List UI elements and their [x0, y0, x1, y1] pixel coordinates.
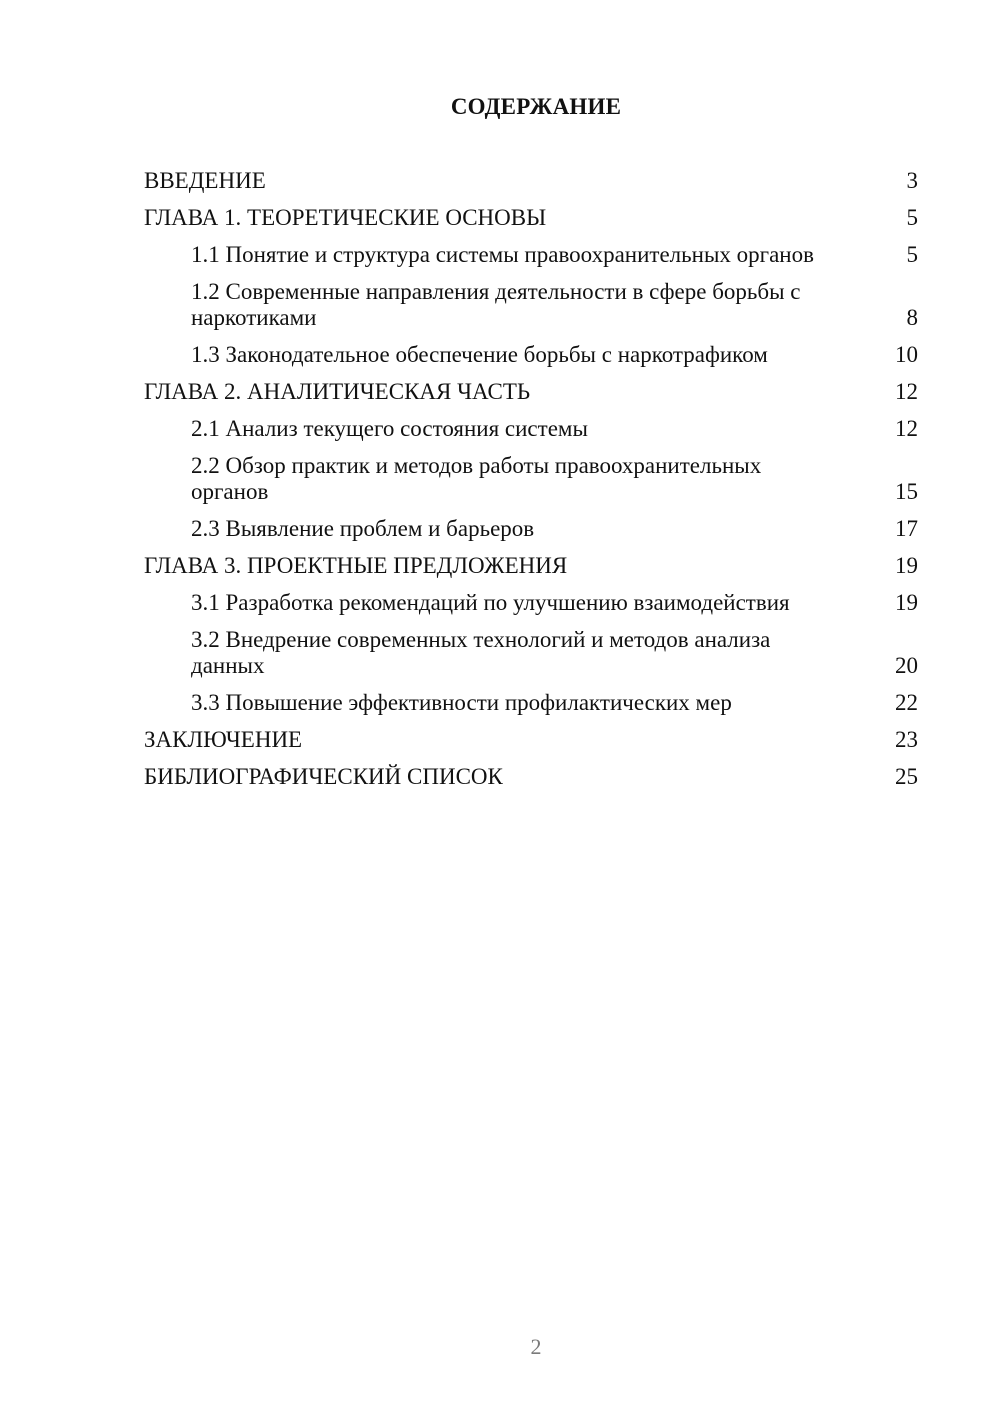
- toc-entry-label: 3.3 Повышение эффективности профилактических мер: [191, 690, 732, 715]
- toc-entry-page: 10: [895, 342, 918, 367]
- toc-entry-page: 15: [895, 479, 918, 504]
- toc-entry-section-3-1[interactable]: [144, 590, 918, 616]
- toc-entry-section-2-3[interactable]: [144, 516, 918, 542]
- toc-entry-introduction[interactable]: [144, 168, 918, 194]
- toc-entry-label: 1.3 Законодательное обеспечение борьбы с наркотрафиком: [191, 342, 768, 367]
- toc-entry-chapter-2[interactable]: [144, 379, 918, 405]
- toc-entry-label: БИБЛИОГРАФИЧЕСКИЙ СПИСОК: [144, 764, 503, 789]
- toc-entry-label: 2.2 Обзор практик и методов работы правоохранительных органов: [191, 453, 762, 504]
- toc-entry-chapter-1[interactable]: [144, 205, 918, 231]
- toc-entry-page: 23: [895, 727, 918, 752]
- toc-entry-page: 12: [895, 379, 918, 404]
- toc-entry-page: 25: [895, 764, 918, 789]
- toc-entry-section-2-1[interactable]: [144, 416, 918, 442]
- toc-entry-page: 17: [895, 516, 918, 541]
- toc-entry-bibliography[interactable]: [144, 764, 918, 790]
- toc-entry-section-3-2[interactable]: [144, 627, 918, 679]
- toc-entry-page: 19: [895, 553, 918, 578]
- toc-entry-section-3-3[interactable]: [144, 690, 918, 716]
- toc-entry-section-1-1[interactable]: [144, 242, 918, 268]
- toc-entry-page: 20: [895, 653, 918, 678]
- toc-entry-label: ГЛАВА 1. ТЕОРЕТИЧЕСКИЕ ОСНОВЫ: [144, 205, 547, 230]
- toc-entry-page: 8: [906, 305, 918, 330]
- table-of-contents: [144, 168, 918, 801]
- toc-entry-label: 2.1 Анализ текущего состояния системы: [191, 416, 588, 441]
- toc-entry-label: 1.2 Современные направления деятельности в сфере борьбы с наркотиками: [191, 279, 801, 330]
- toc-entry-page: 19: [895, 590, 918, 615]
- toc-entry-label: 3.2 Внедрение современных технологий и методов анализа данных: [191, 627, 771, 678]
- toc-entry-label: 2.3 Выявление проблем и барьеров: [191, 516, 535, 541]
- toc-entry-section-1-3[interactable]: [144, 342, 918, 368]
- toc-entry-label: 1.1 Понятие и структура системы правоохранительных органов: [191, 242, 814, 267]
- toc-entry-label: ЗАКЛЮЧЕНИЕ: [144, 727, 303, 752]
- toc-entry-label: ВВЕДЕНИЕ: [144, 168, 266, 193]
- toc-entry-page: 22: [895, 690, 918, 715]
- toc-entry-chapter-3[interactable]: [144, 553, 918, 579]
- toc-entry-section-2-2[interactable]: [144, 453, 918, 505]
- page-title: СОДЕРЖАНИЕ: [450, 94, 622, 119]
- page-number: 2: [530, 1334, 542, 1359]
- toc-entry-conclusion[interactable]: [144, 727, 918, 753]
- toc-entry-label: ГЛАВА 2. АНАЛИТИЧЕСКАЯ ЧАСТЬ: [144, 379, 531, 404]
- toc-entry-section-1-2[interactable]: [144, 279, 918, 331]
- toc-entry-page: 12: [895, 416, 918, 441]
- toc-entry-page: 3: [906, 168, 918, 193]
- toc-entry-label: 3.1 Разработка рекомендаций по улучшению взаимодействия: [191, 590, 790, 615]
- toc-entry-page: 5: [906, 205, 918, 230]
- toc-entry-label: ГЛАВА 3. ПРОЕКТНЫЕ ПРЕДЛОЖЕНИЯ: [144, 553, 568, 578]
- toc-entry-page: 5: [906, 242, 918, 267]
